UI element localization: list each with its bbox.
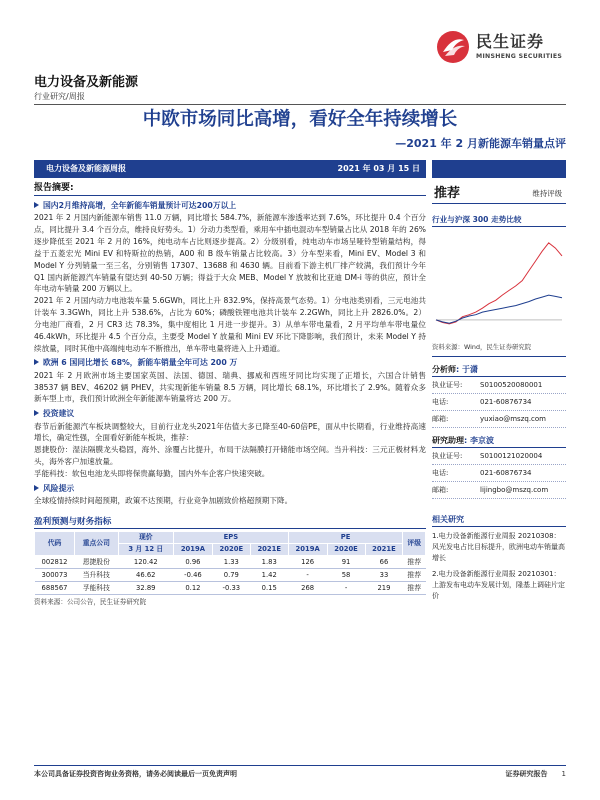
triangle-bullet-icon [34,359,39,365]
chart-title: 行业与沪深 300 走势比较 [432,214,566,227]
col-company: 重点公司 [75,531,119,555]
col-price: 现价 [118,531,173,543]
rating-note: 维持评级 [532,189,562,198]
series-line-1 [436,295,562,323]
paragraph: 2021 年 2 月欧洲市场主要国家英国、法国、德国、瑞典、挪威和西班牙同比均实现了正增长，六国合计销售 38537 辆 BEV、46202 辆 PHEV，共实现新能车销量 8.5 万辆，同比增长 68.1%，环比增长了 2.9%。随着众多新车型上市，我们预计欧洲全年新能源车销量将达 200 万。 [34,370,426,404]
main-column [34,180,426,608]
section-title: 国内2月维持高增，全年新能车销量预计可达200万以上 [34,200,426,211]
table-row: 688567 孚能科技 32.89 0.12 -0.33 0.15 268 - 219 推荐 [35,581,426,594]
col-year: 2021E [250,543,288,555]
table-source: 资料来源：公司公告，民生证券研究院 [34,597,147,606]
col-year: 2020E [212,543,250,555]
col-year: 2019A [288,543,327,555]
section-title: 欧洲 6 国同比增长 68%，新能车销量全年可达 200 万 [34,357,426,368]
footer-divider [34,765,566,766]
analyst-field: 执业证号: S0100520080001 [432,377,566,394]
paragraph: 恩捷股份：湿法隔膜龙头稳固，海外、涂覆占比提升，布局干法隔膜打开储能市场空间。当升科技：三元正极材料龙头，海外客户加速放量。 [34,445,426,467]
col-year: 2020E [327,543,365,555]
analyst-heading: 分析师: 于潇 [432,363,566,377]
triangle-bullet-icon [34,202,39,208]
brand-name-en: MINSHENG SECURITIES [476,53,563,60]
analyst-heading: 研究助理: 李京波 [432,434,566,448]
col-price-date: 3 月 12 日 [118,543,173,555]
brand-logo [436,30,566,64]
paragraph: 春节后新能源汽车板块调整较大，目前行业龙头2021年估值大多已降至40-60倍PE，面从中长期看，行业维持高速增长，确定性强，全面看好新能车板块，推荐： [34,421,426,443]
paragraph: 2021 年 2 月国内新能源车销售 11.0 万辆，同比增长 584.7%，新能源车渗透率达到 7.6%，环比提升 0.4 个百分点，同比提升 3.4 个百分点，维持良好势头。1）分动力类型看，乘用车中插电混动车型销量占比从 2018 年的 26%逐步降低至 2021 年 2 月的 16%，纯电动车占比则逐步提高。2）分级别看，纯电动车市场呈哑铃型销量结构，得益于五菱宏光 Mini EV 和特斯拉的热销，A00 和 B 级车销量占比较高。3）分车型来看，Mini EV、Model 3 和 Model Y 分列销量一至三名，分别销售 17307、13688 和 4630 辆。目前看下游主机厂排产较满，我们预计今年 Q1 国内新能源汽车销量有望达到 40-50 万辆；得益于大众 MEB、Model Y 放坡和比亚迪 DM-i 等的供应，预计全年电动车销量 200 万辆以上。 [34,213,426,294]
brand-name-cn: 民生证券 [476,32,545,51]
summary-heading: 报告摘要: [34,180,426,196]
col-rating: 评级 [403,531,426,555]
sidebar-top-bar [432,160,566,178]
section-title: 风险提示 [34,483,426,494]
forecast-table-title: 盈利预测与财务指标 [34,515,426,529]
related-report-link[interactable]: 1.电力设备新能源行业周报 20210308：风光发电占比目标提升，欧洲电动车销量高增长 [432,531,565,563]
footer-disclaimer: 本公司具备证券投资咨询业务资格，请务必阅读最后一页免责声明 [34,770,237,778]
triangle-bullet-icon [34,410,39,416]
triangle-bullet-icon [34,485,39,491]
col-pe: PE [288,531,403,543]
table-row: 300073 当升科技 46.62 -0.46 0.79 1.42 - 58 33 推荐 [35,568,426,581]
analyst-field[interactable]: 邮箱: lijingbo@mszq.com [432,482,566,499]
logo-mark-icon [436,30,470,64]
table-row: 002812 恩捷股份 120.42 0.96 1.33 1.83 126 91 66 推荐 [35,555,426,568]
col-year: 2019A [173,543,212,555]
sector-name: 电力设备及新能源 [34,75,139,90]
footer-right: 证券研究报告 1 [505,770,566,778]
report-date: 2021 年 03 月 15 日 [337,164,420,173]
paragraph: 2021 年 2 月国内动力电池装车量 5.6GWh，同比上升 832.9%，保持高景气态势。1）分电池类别看，三元电池共计装车 3.3GWh，同比上升 538.6%，占比为 60%；磷酸铁锂电池共计装车 2.2GWh，同比上升 2826.0%。2）分电池厂商看，2 月 CR3 达 78.3%，集中度相比 1 月进一步提升。3）从单车带电量看，2 月平均单车带电量位 46.4kWh，环比提升 4.5 个百分点，主要受 Model Y 放量和 Mini EV 环比下降影响，我们预计，未来 Model Y 持续放量，同时其他中高端纯电动车不断推出，单车带电量将进入上升通道。 [34,296,426,353]
rating-box [432,180,566,204]
rating-label: 推荐 [434,186,461,201]
related-heading: 相关研究 [432,513,566,527]
series-line-0 [436,243,562,324]
trend-chart [432,229,566,341]
report-subtitle: —2021 年 2 月新能源车销量点评 [395,137,566,150]
analyst-block [432,434,566,499]
header-divider [34,104,566,105]
paragraph: 全球疫情持续时间超预期，政策不达预期，行业竞争加剧致价格超预期下降。 [34,496,293,506]
analyst-field: 执业证号: S0100121020004 [432,448,566,465]
col-code: 代码 [35,531,75,555]
chart-source: 资料来源：Wind，民生证券研究院 [432,343,566,357]
section-title: 投资建议 [34,408,426,419]
analyst-field: 电话: 021-60876734 [432,465,566,482]
trend-chart-svg [432,229,566,341]
report-type: 行业研究/周报 [34,92,85,101]
analyst-field: 电话: 021-60876734 [432,394,566,411]
analyst-field[interactable]: 邮箱: yuxiao@mszq.com [432,411,566,428]
related-report-link[interactable]: 2.电力设备新能源行业周报 20210301：上游发布电动车发展计划，隆基上调硅片定价 [432,569,565,601]
forecast-table [34,531,426,595]
page-number: 1 [561,770,566,778]
col-eps: EPS [173,531,288,543]
col-year: 2021E [365,543,403,555]
report-info-bar [34,160,426,178]
analyst-block [432,363,566,428]
sidebar [432,180,566,603]
paragraph: 孚能科技：软包电池龙头即将保贵赢每勤，国内外车企客户快速突破。 [34,468,270,478]
report-title: 中欧市场同比高增，看好全年持续增长 [142,109,458,130]
bar-label: 电力设备及新能源周报 [46,164,126,173]
